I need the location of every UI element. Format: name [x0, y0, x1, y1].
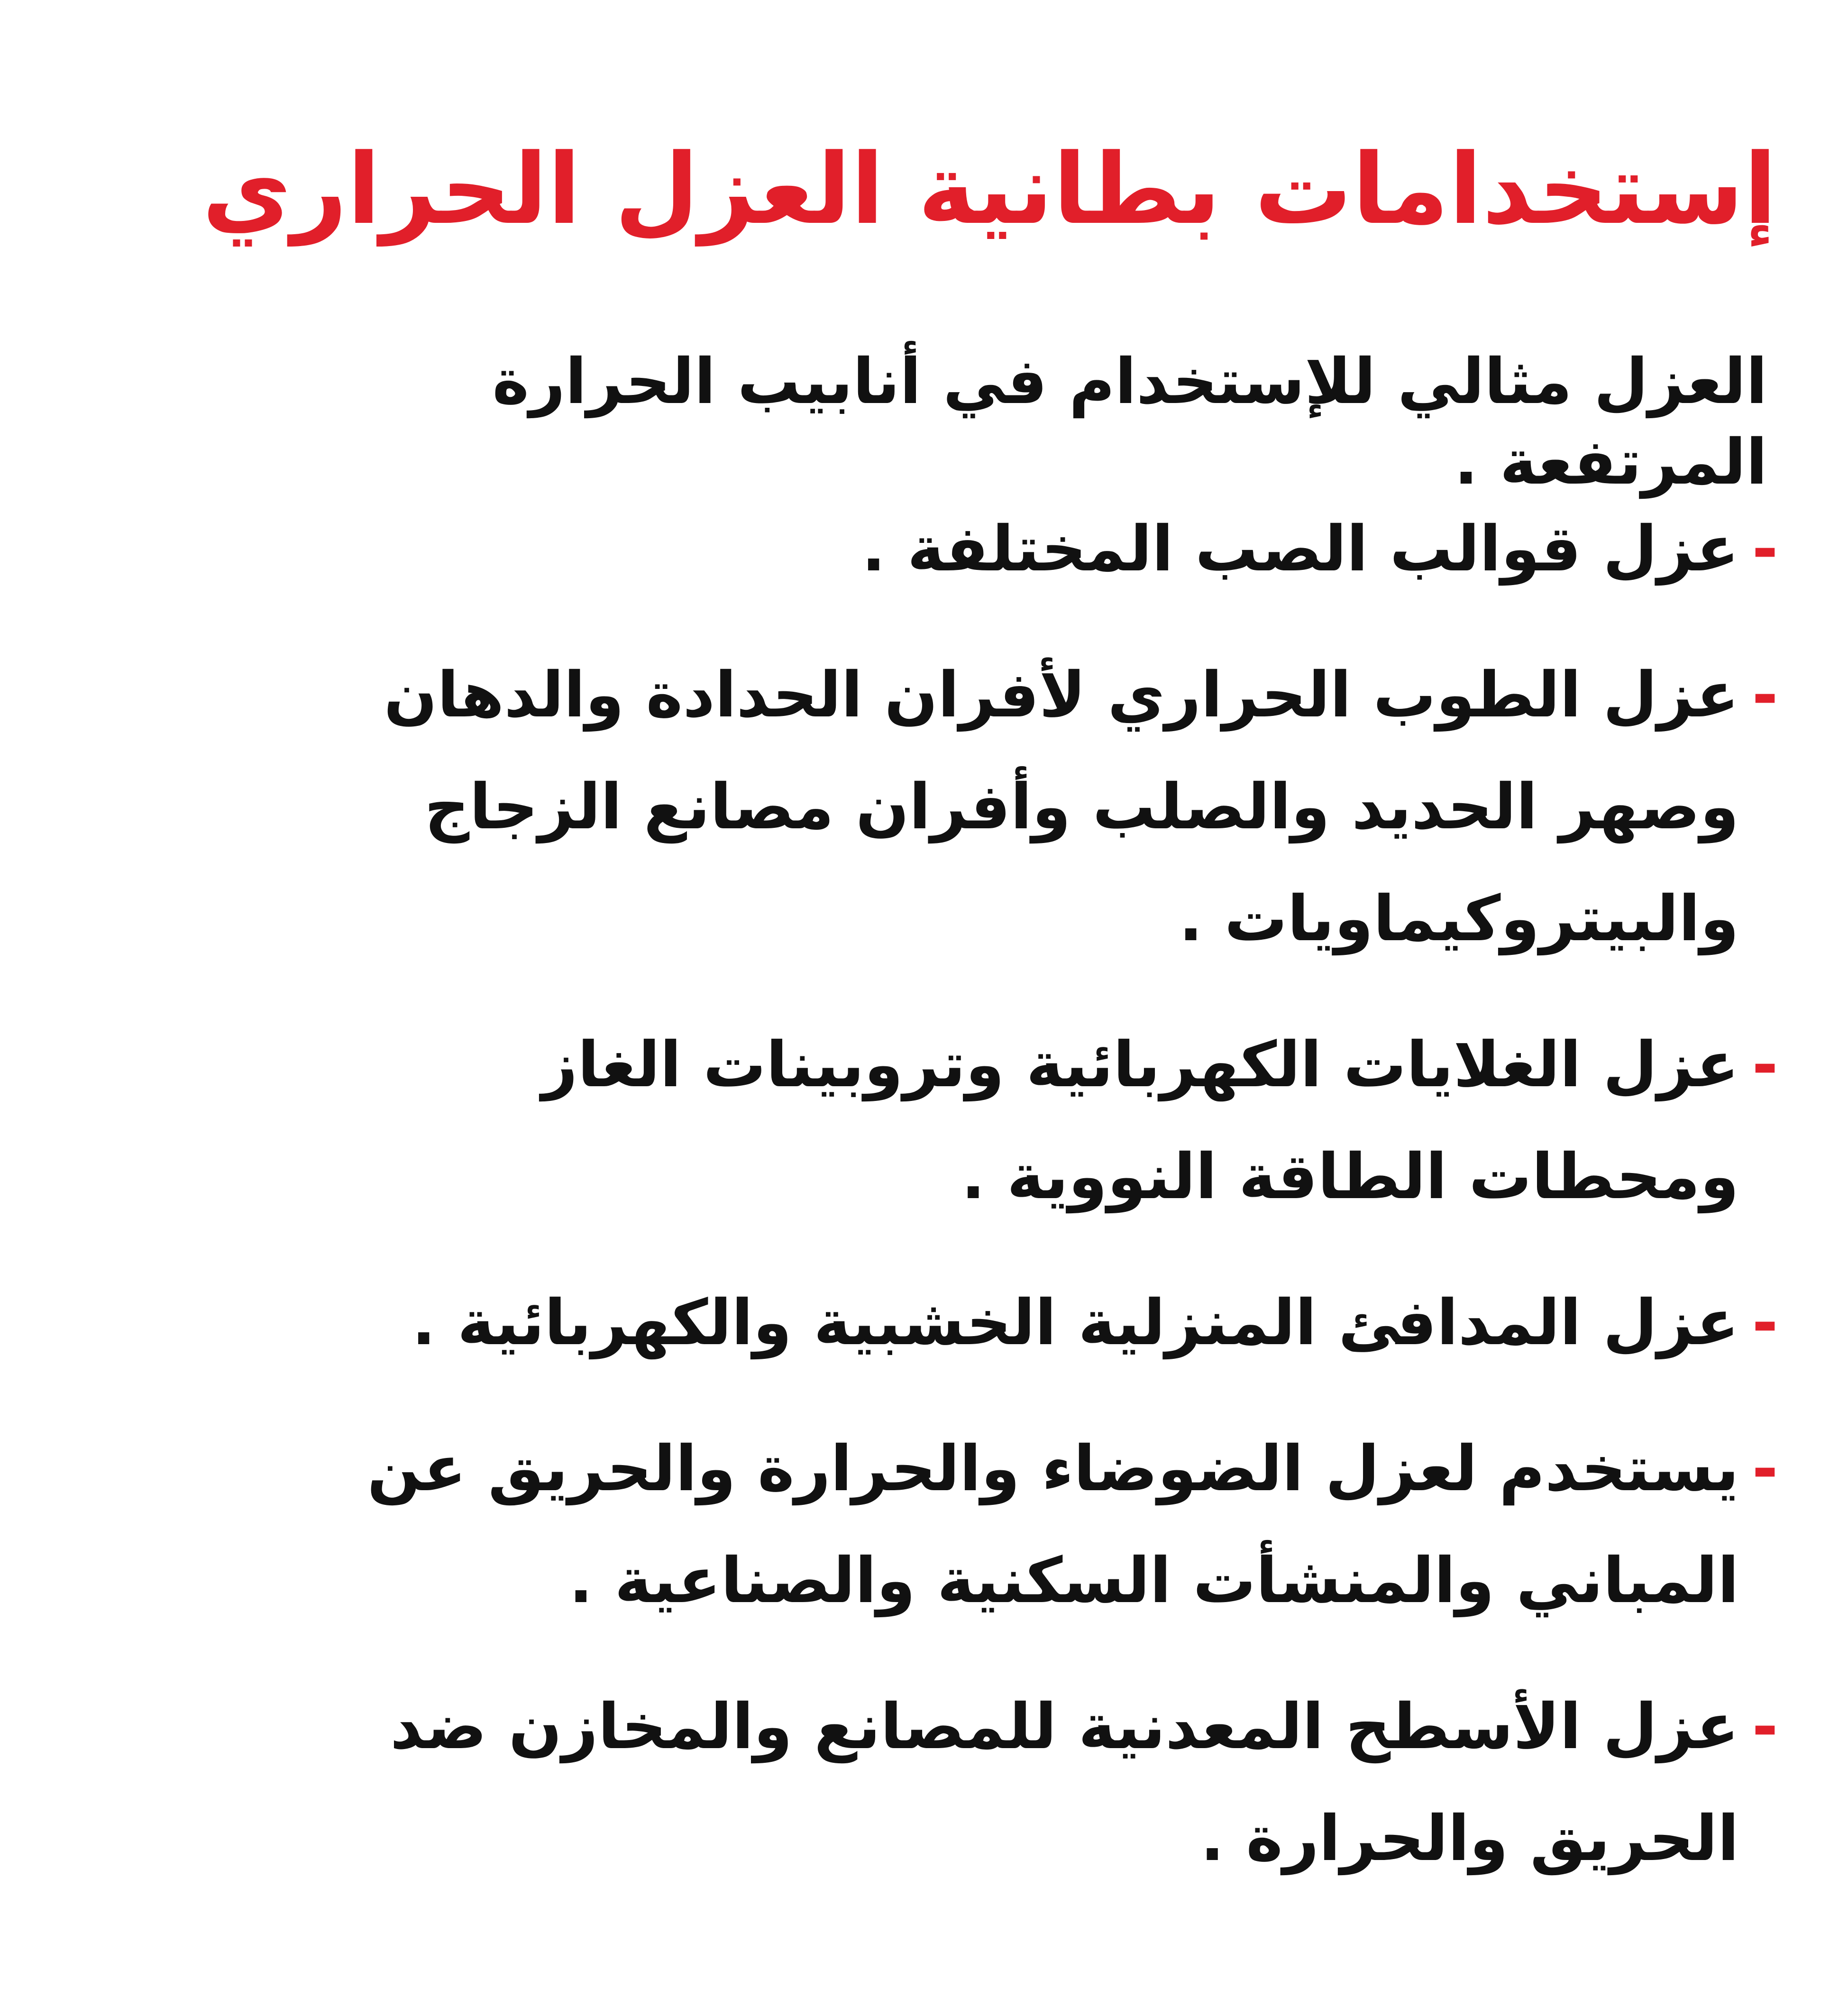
- uses-list: [99, 493, 1782, 1929]
- bullet-dash: -: [1752, 659, 1778, 732]
- bullet-dash: -: [1752, 1432, 1778, 1505]
- list-item: [99, 1009, 1782, 1233]
- list-item-text: عزل الطوب الحراري لأفران الحدادة والدهان وصهر الحديد والصلب وأفران مصانع الزجاج والبيتروكيماويات .: [384, 659, 1739, 955]
- list-item-text: يستخدم لعزل الضوضاء والحرارة والحريق عن المباني والمنشأت السكنية والصناعية .: [367, 1432, 1739, 1617]
- list-item: [99, 639, 1782, 975]
- bullet-dash: -: [1752, 1286, 1778, 1359]
- list-item: [99, 1671, 1782, 1895]
- list-item-text: عزل الغلايات الكهربائية وتروبينات الغاز ومحطات الطاقة النووية .: [541, 1028, 1739, 1213]
- page-title: إستخدامات بطانية العزل الحراري: [202, 133, 1777, 246]
- intro-paragraph: العزل مثالي للإستخدام في أنابيب الحرارة المرتفعة .: [492, 345, 1767, 499]
- bullet-dash: -: [1752, 1690, 1778, 1763]
- list-item: [99, 1413, 1782, 1637]
- list-item: [99, 1267, 1782, 1379]
- list-item-text: عزل الأسطح المعدنية للمصانع والمخازن ضد الحريق والحرارة .: [390, 1690, 1739, 1875]
- bullet-dash: -: [1752, 513, 1778, 586]
- list-item: [99, 493, 1782, 605]
- list-item-text: عزل المدافئ المنزلية الخشبية والكهربائية .: [412, 1286, 1739, 1359]
- list-item-text: عزل قوالب الصب المختلفة .: [861, 513, 1739, 586]
- bullet-dash: -: [1752, 1028, 1778, 1101]
